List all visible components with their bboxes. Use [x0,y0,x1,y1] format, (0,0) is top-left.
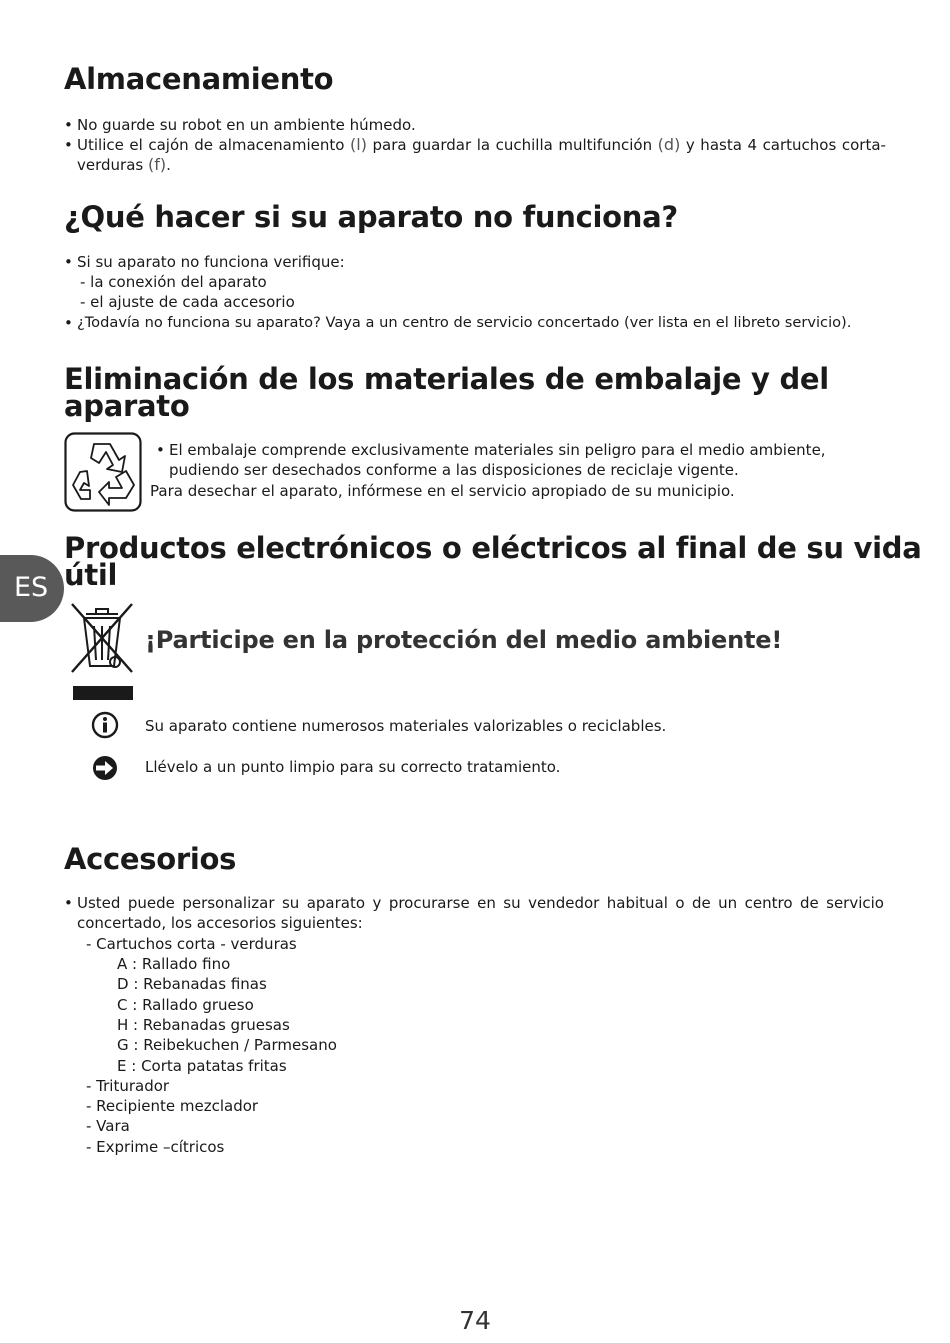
cartridge-item: C : Rallado grueso [117,996,254,1014]
cartridge-item: G : Reibekuchen / Parmesano [117,1036,337,1054]
weee-slogan: ¡Participe en la protección del medio ambiente! [145,626,783,654]
storage-bullet-2-text-c: y hasta 4 cartuchos corta-verduras [77,136,886,175]
troubleshoot-bullet-2-text: ¿Todavía no funciona su aparato? Vaya a un centro de servicio concertado (ver lista en el libreto servicio). [77,314,852,331]
storage-bullet-2-text-a: Utilice el cajón de almacenamiento [77,136,345,154]
storage-bullet-2: • Utilice el cajón de almacenamiento (l) para guardar la cuchilla multifunción (d) y hasta 4 cartuchos corta-verduras (f). [64,135,886,175]
troubleshoot-bullet-1-text: Si su aparato no funciona verifique: [77,253,345,271]
cartridge-item: D : Rebanadas finas [117,975,267,993]
storage-bullet-2-end: . [166,156,171,175]
ref-d: (d) [657,135,681,154]
weee-title [64,531,922,592]
packaging-title-line-1: Eliminación de los materiales de embalaje y del [64,362,829,396]
accessory-item: - Triturador [86,1077,170,1095]
accessories-group-cartridges: - Cartuchos corta - verduras [86,935,297,953]
ref-l: (l) [350,135,367,154]
accessories-title: Accesorios [64,842,237,876]
storage-title: Almacenamiento [64,62,334,96]
weee-action-text: Llévelo a un punto limpio para su correcto tratamiento. [145,758,561,776]
cartridge-item: H : Rebanadas gruesas [117,1016,290,1034]
weee-title-line-1: Productos electrónicos o eléctricos al final de su vida [64,531,922,565]
weee-title-line-2: útil [64,558,118,592]
storage-bullet-2-text-b: para guardar la cuchilla multifunción [372,136,653,154]
accessory-item: - Vara [86,1117,130,1135]
crossed-out-bin-icon [66,600,138,704]
accessories-intro: • Usted puede personalizar su aparato y procurarse en su vendedor habitual o de un centro de servicio concertado, los accesorios siguientes: [64,894,884,933]
ref-f: (f) [148,155,167,175]
weee-info-text: Su aparato contiene numerosos materiales valorizables o reciclables. [145,717,667,735]
packaging-title-line-2: aparato [64,389,190,423]
arrow-right-circle-icon [92,755,118,781]
language-tab-label: ES [14,572,49,603]
accessory-item: - Recipiente mezclador [86,1097,259,1115]
troubleshoot-title: ¿Qué hacer si su aparato no funciona? [64,200,678,234]
packaging-title [64,362,829,423]
packaging-bullet-1: • El embalaje comprende exclusivamente materiales sin peligro para el medio ambiente, pudiendo ser desechados conforme a las disposiciones de reciclaje vigente. [150,440,886,481]
accessories-intro-text: Usted puede personalizar su aparato y procurarse en su vendedor habitual o de un centro de servicio concertado, los accesorios siguientes: [77,894,884,933]
storage-bullet-1-text: No guarde su robot en un ambiente húmedo. [77,116,416,134]
language-tab [0,555,64,622]
cartridge-item: A : Rallado fino [117,955,231,973]
packaging-bullet-1-text: El embalaje comprende exclusivamente materiales sin peligro para el medio ambiente, pudiendo ser desechados conforme a las disposiciones de reciclaje vigente. [169,441,826,480]
packaging-paragraph: Para desechar el aparato, infórmese en el servicio apropiado de su municipio. [150,482,735,500]
cartridge-item: E : Corta patatas fritas [117,1057,287,1075]
troubleshoot-sub-2: - el ajuste de cada accesorio [80,293,295,311]
page-number: 74 [459,1306,491,1335]
recycle-icon [64,432,142,512]
info-icon [91,711,119,739]
troubleshoot-sub-1: - la conexión del aparato [80,273,267,291]
accessory-item: - Exprime –cítricos [86,1138,225,1156]
